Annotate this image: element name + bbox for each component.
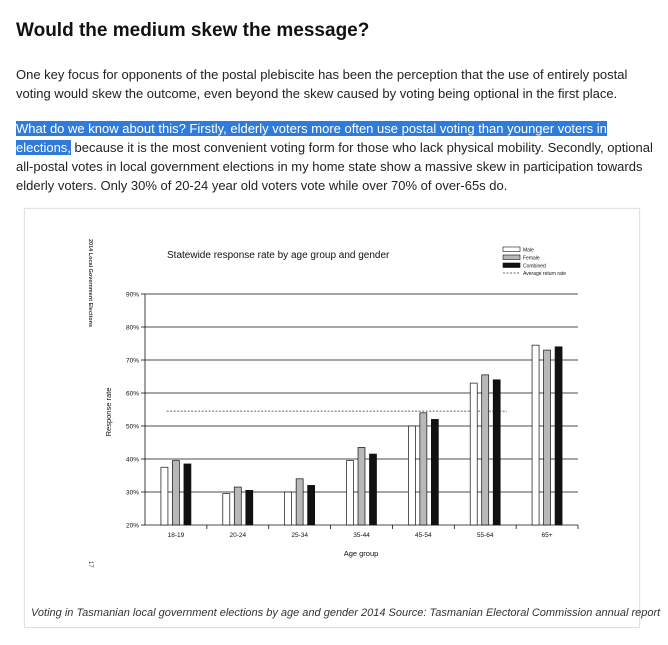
figure-image	[24, 208, 661, 628]
x-tick-label: 45-54	[415, 532, 432, 539]
article-paragraph-1: One key focus for opponents of the postal plebiscite has been the perception that the use of entirely postal voting would skew the outcome, even beyond the skew caused by voting being optional in the first place.	[16, 67, 628, 101]
x-tick-label: 35-44	[353, 532, 370, 539]
x-tick-label: 18-19	[167, 532, 185, 539]
x-axis-label: Age group	[343, 549, 379, 558]
bar-male	[161, 467, 168, 525]
selected-text[interactable]: What do we know about this? Firstly, elderly voters more often use postal voting than younger voters in elections,	[16, 121, 607, 155]
page-number: 17	[87, 561, 93, 568]
bar-group	[161, 461, 191, 525]
bar-male	[408, 426, 415, 525]
legend-label: Male	[523, 247, 534, 254]
bar-female	[544, 350, 551, 525]
bar-female	[482, 375, 489, 525]
x-tick-label: 65+	[541, 532, 553, 539]
y-tick-label: 50%	[125, 423, 139, 431]
bar-female	[234, 487, 241, 525]
bar-male	[532, 345, 539, 525]
bar-combined	[246, 490, 253, 525]
bar-combined	[308, 485, 315, 525]
bar-group	[532, 345, 562, 525]
bar-female	[296, 479, 303, 525]
bar-combined	[555, 347, 562, 525]
x-tick-label: 55-64	[476, 532, 494, 539]
legend-swatch-combined	[503, 263, 520, 268]
bar-groups	[161, 345, 562, 525]
bar-group	[470, 375, 500, 525]
bar-group	[285, 479, 315, 525]
y-axis-label: Response rate	[104, 387, 113, 437]
cut-off-heading	[16, 0, 166, 3]
y-tick-label: 90%	[125, 291, 139, 299]
bar-group	[223, 487, 253, 525]
y-tick-label: 40%	[125, 456, 139, 464]
bar-combined	[370, 454, 377, 525]
article-paragraph-2	[16, 119, 656, 195]
bar-female	[420, 413, 427, 525]
y-tick-label: 20%	[125, 522, 139, 530]
x-tick-label: 20-24	[229, 532, 247, 539]
figure-caption: Voting in Tasmanian local government elections by age and gender 2014 Source: Tasmanian Electoral Commission annual report	[31, 607, 661, 619]
legend-swatch-male	[503, 247, 520, 252]
x-tick-label: 25-34	[291, 532, 308, 539]
bar-combined	[184, 464, 191, 525]
legend-label: Combined	[523, 263, 546, 270]
chart-title: Statewide response rate by age group and gender	[167, 250, 390, 261]
y-tick-label: 60%	[125, 390, 139, 398]
legend-label: Female	[523, 255, 540, 262]
legend	[503, 247, 566, 277]
bar-group	[408, 413, 438, 525]
bar-combined	[493, 380, 500, 525]
legend-label: Average return rate	[523, 271, 566, 277]
article-heading: Would the medium skew the message?	[16, 20, 370, 41]
response-rate-chart	[25, 209, 639, 627]
side-label: 2014 Local Government Elections	[87, 239, 93, 328]
paragraph-2-rest: because it is the most convenient voting form for those who lack physical mobility. Secondly, optional all-postal votes in local government elections in my home state show a massive skew in participation towards elderly voters. Only 30% of 20-24 year old voters vote while over 70% of over-65s do.	[16, 140, 653, 193]
y-tick-labels	[126, 292, 139, 530]
bar-combined	[431, 419, 438, 525]
y-tick-label: 80%	[125, 324, 139, 332]
bar-female	[172, 461, 179, 525]
bar-male	[470, 383, 477, 525]
x-tick-labels	[168, 525, 578, 539]
bar-male	[223, 494, 230, 525]
legend-swatch-female	[503, 255, 520, 260]
y-tick-label: 70%	[125, 357, 139, 365]
y-tick-label: 30%	[125, 489, 139, 497]
bar-male	[285, 492, 292, 525]
bar-female	[358, 447, 365, 525]
bar-male	[347, 461, 354, 525]
